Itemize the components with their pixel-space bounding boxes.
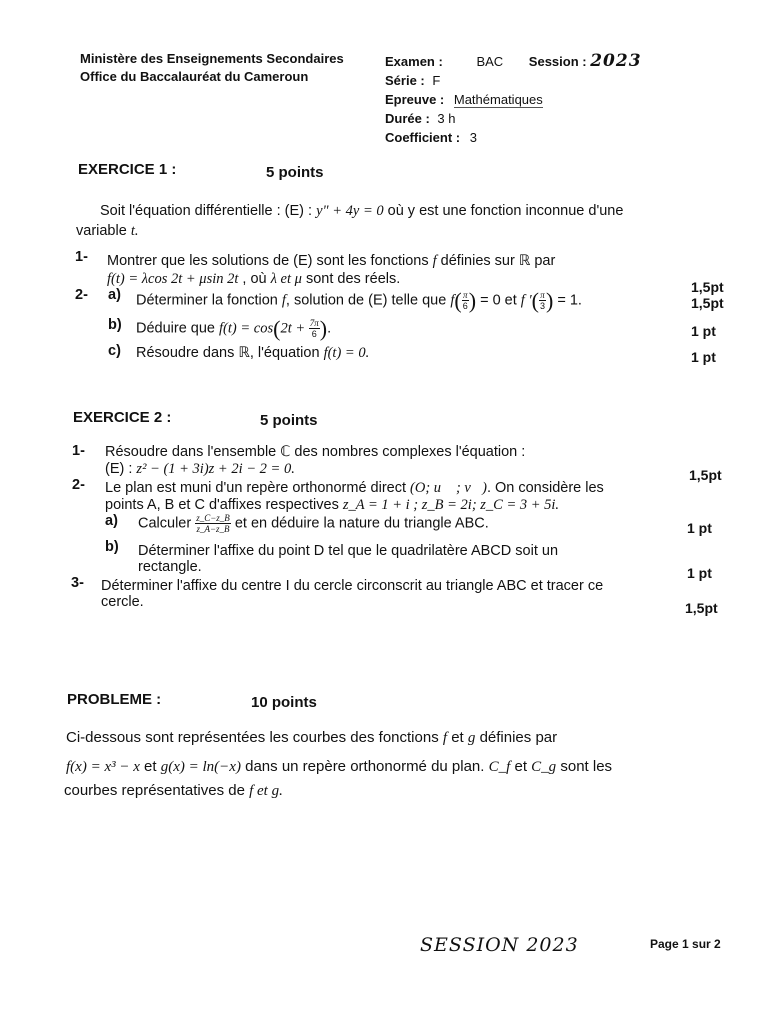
office-name: Office du Baccalauréat du Cameroun — [80, 69, 309, 84]
exercise-1-q1-text: Montrer que les solutions de (E) sont les fonctions f définies sur ℝ par — [107, 253, 556, 269]
exercise-2-q1-number: 1- — [72, 443, 85, 459]
exercise-1-title: EXERCICE 1 : — [78, 161, 177, 178]
exercise-1-q1-points: 1,5pt — [691, 279, 724, 295]
exercise-2-q2b-letter: b) — [105, 539, 119, 555]
exercise-1-q2a-text: Déterminer la fonction f, solution de (E) telle que f( $\frac{\pi}{6}$ ) = 0 et f ′( $\frac{\pi}{3}$ ) = 1. — [136, 288, 582, 313]
exercise-1-q2c-letter: c) — [108, 343, 121, 359]
exercise-2-q2-affixes: points A, B et C d'affixes respectives z_A = 1 + i ; z_B = 2i; z_C = 3 + 5i. — [105, 497, 560, 513]
exercise-1-q2c-points: 1 pt — [691, 349, 716, 365]
exercise-2-q2a-text: Calculer $\frac{z\_C-z\_B}{z\_A-z\_B}$ et en déduire la nature du triangle ABC. — [138, 513, 489, 534]
exercise-1-points: 5 points — [266, 164, 324, 181]
problem-line-2: f(x) = x³ − x et g(x) = ln(−x) dans un repère orthonormé du plan. C_f et C_g sont les — [66, 758, 613, 775]
exercise-2-q2a-letter: a) — [105, 513, 118, 529]
epreuve-label: Epreuve : — [385, 92, 445, 107]
exercise-2-q1-text: Résoudre dans l'ensemble ℂ des nombres complexes l'équation : — [105, 444, 526, 460]
problem-line-1: Ci-dessous sont représentées les courbes des fonctions f et g définies par — [66, 729, 558, 746]
duree-value: 3 h — [437, 111, 456, 126]
exercise-2-q2-text: Le plan est muni d'un repère orthonormé direct (O; u⃗ ; v⃗). On considère les — [105, 480, 604, 496]
exercise-1-q2b-text: Déduire que f(t) = cos(2t + $\frac{7\pi}{6}$ ). — [136, 316, 332, 341]
epreuve-value: Mathématiques — [453, 92, 543, 107]
exercise-1-q2b-letter: b) — [108, 317, 122, 333]
exercise-1-intro: Soit l'équation différentielle : (E) : y" + 4y = 0 où y est une fonction inconnue d'une — [100, 203, 624, 219]
exercise-2-points: 5 points — [260, 412, 318, 429]
serie-label: Série : — [385, 73, 425, 88]
page-number: Page 1 sur 2 — [650, 937, 721, 951]
exercise-2-q3-text: Déterminer l'affixe du centre I du cercle circonscrit au triangle ABC et tracer ce — [101, 578, 604, 594]
exercise-1-q1-formula: f(t) = λcos 2t + μsin 2t , où λ et μ sont des réels. — [107, 271, 401, 287]
session-label: Session : — [528, 54, 587, 69]
exercise-1-q2c-text: Résoudre dans ℝ, l'équation f(t) = 0. — [136, 345, 370, 361]
problem-title: PROBLEME : — [67, 691, 162, 708]
exercise-2-q2b-text: Déterminer l'affixe du point D tel que le quadrilatère ABCD soit un — [138, 543, 559, 559]
exercise-2-q1-points: 1,5pt — [689, 467, 722, 483]
exam-info-block — [385, 52, 642, 147]
serie-value: F — [432, 73, 441, 88]
duree-label: Durée : — [385, 111, 430, 126]
exercise-2-q3-number: 3- — [71, 575, 84, 591]
exercise-2-q2-number: 2- — [72, 477, 85, 493]
ministry-name: Ministère des Enseignements Secondaires — [80, 51, 344, 66]
exercise-2-q2a-points: 1 pt — [687, 520, 712, 536]
exam-label: Examen : — [385, 54, 443, 69]
exercise-1-q2b-points: 1 pt — [691, 323, 716, 339]
session-handwritten: SESSION 2023 — [420, 934, 579, 956]
coefficient-label: Coefficient : — [385, 130, 461, 145]
exercise-2-q3-points: 1,5pt — [685, 600, 718, 616]
exercise-2-title: EXERCICE 2 : — [73, 409, 172, 426]
session-value: 2023 — [590, 51, 642, 71]
exercise-1-intro-cont: variable t. — [76, 223, 139, 239]
exercise-1-q2-number: 2- — [75, 287, 88, 303]
exam-value: BAC — [476, 54, 504, 69]
exercise-1-q2a-points: 1,5pt — [691, 295, 724, 311]
exercise-2-q3-text-cont: cercle. — [101, 594, 144, 610]
exercise-2-q2b-points: 1 pt — [687, 565, 712, 581]
coefficient-value: 3 — [469, 130, 477, 145]
exercise-1-q1-number: 1- — [75, 249, 88, 265]
problem-points: 10 points — [251, 694, 317, 711]
exercise-2-q2b-text-cont: rectangle. — [138, 559, 202, 575]
exercise-1-q2a-letter: a) — [108, 287, 121, 303]
exercise-2-q1-equation: (E) : z² − (1 + 3i)z + 2i − 2 = 0. — [105, 461, 295, 477]
problem-line-3: courbes représentatives de f et g. — [64, 782, 283, 799]
